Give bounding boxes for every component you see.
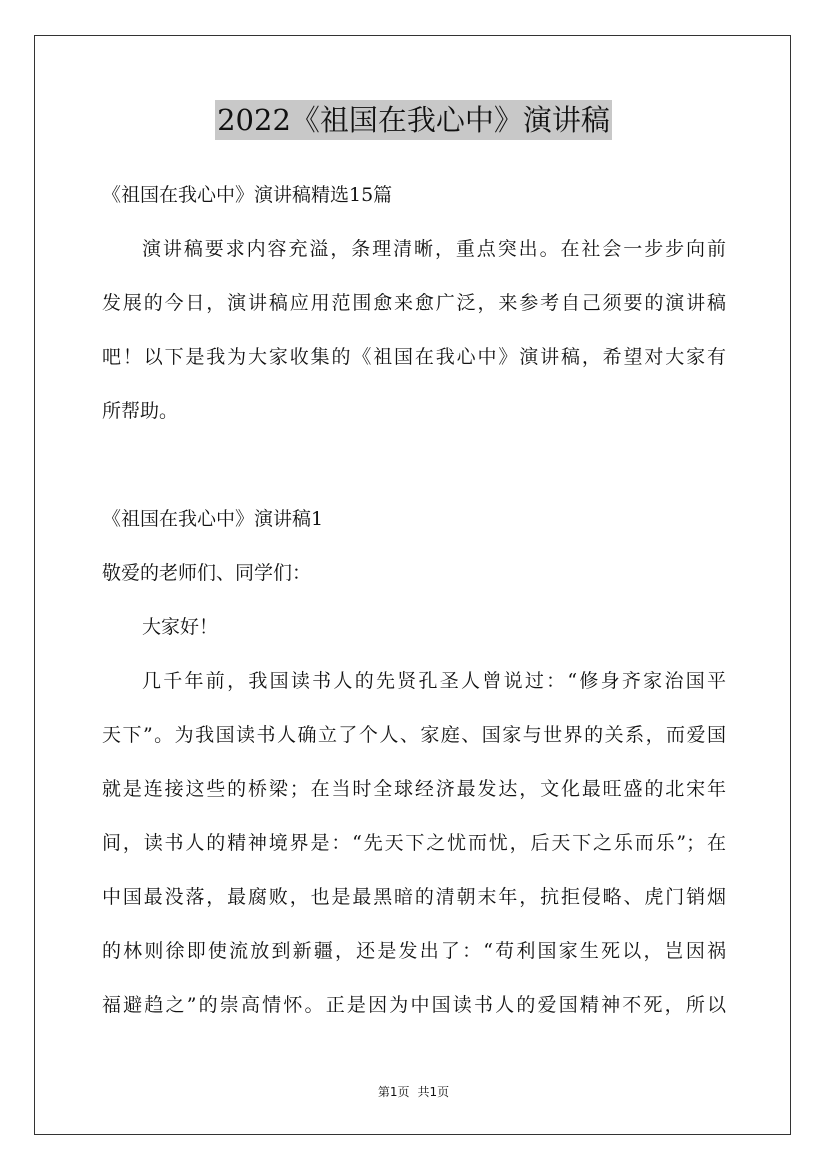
body-line-1: 几千年前，我国读书人的先贤孔圣人曾说过：“修身齐家治国平 <box>142 670 726 692</box>
title-container <box>0 100 827 140</box>
page-footer <box>0 1084 827 1100</box>
intro-line-2: 发展的今日，演讲稿应用范围愈来愈广泛，来参考自己须要的演讲稿 <box>102 292 726 314</box>
salutation: 敬爱的老师们、同学们： <box>102 562 312 584</box>
document-title: 2022《祖国在我心中》演讲稿 <box>215 100 612 140</box>
page-number: 第1页 <box>377 1085 410 1099</box>
body-line-6: 的林则徐即使流放到新疆，还是发出了：“苟利国家生死以，岂因祸 <box>102 940 726 962</box>
body-line-5: 中国最没落，最腐败，也是最黑暗的清朝末年，抗拒侵略、虎门销烟 <box>102 886 726 908</box>
body-line-4: 间，读书人的精神境界是：“先天下之忧而忧，后天下之乐而乐”；在 <box>102 832 726 854</box>
subtitle: 《祖国在我心中》演讲稿精选15篇 <box>102 184 393 206</box>
section-heading: 《祖国在我心中》演讲稿1 <box>102 508 324 530</box>
intro-line-3: 吧！以下是我为大家收集的《祖国在我心中》演讲稿，希望对大家有 <box>102 346 726 368</box>
greeting: 大家好！ <box>142 616 219 638</box>
body-line-3: 就是连接这些的桥梁；在当时全球经济最发达，文化最旺盛的北宋年 <box>102 778 726 800</box>
body-line-2: 天下”。为我国读书人确立了个人、家庭、国家与世界的关系，而爱国 <box>102 724 726 746</box>
page-total: 共1页 <box>417 1085 450 1099</box>
intro-line-1: 演讲稿要求内容充溢，条理清晰，重点突出。在社会一步步向前 <box>142 238 726 260</box>
intro-line-4: 所帮助。 <box>102 400 179 422</box>
body-line-7: 福避趋之”的崇高情怀。正是因为中国读书人的爱国精神不死，所以 <box>102 994 726 1016</box>
